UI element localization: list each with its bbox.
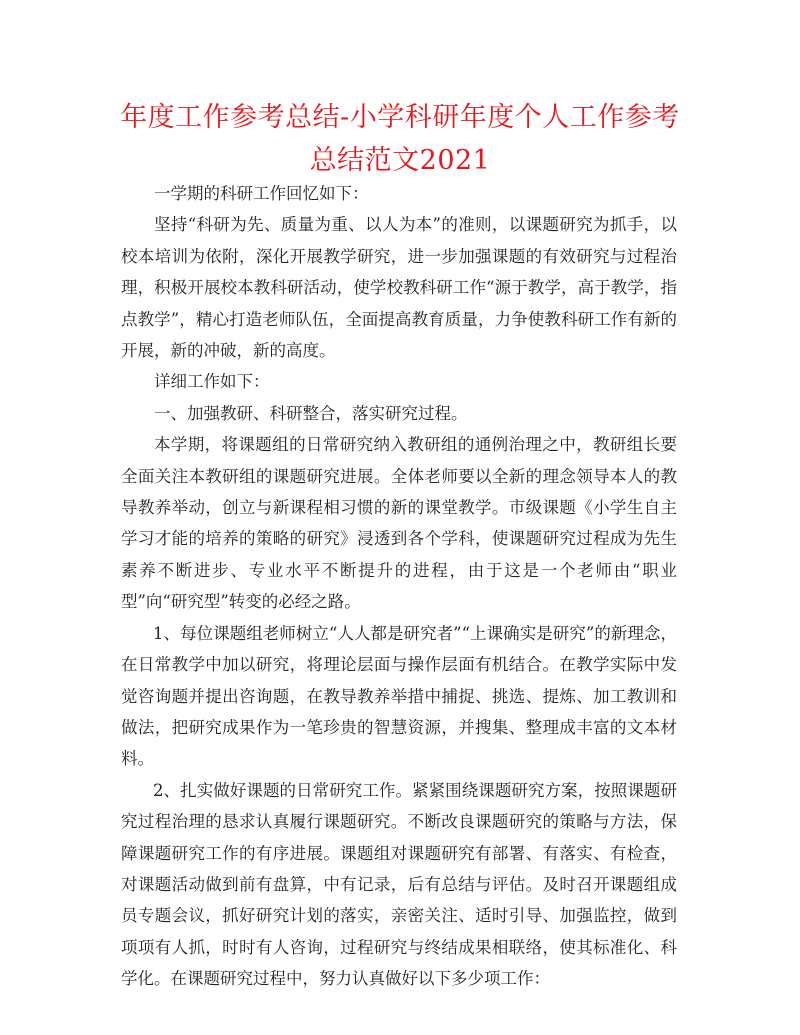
paragraph-section-one-heading: 一、加强教研、科研整合，落实研究过程。 xyxy=(154,403,468,423)
document-body xyxy=(121,178,677,995)
paragraph-semester-plan: 本学期，将课题组的日常研究纳入教研组的通例治理之中，教研组长要全面关注本教研组的课题研究进展。全体老师要以全新的理念领导本人的教导教养举动，创立与新课程相习惯的新的课堂教学。市级课题《小学生自主学习才能的培养的策略的研究》浸透到各个学科，使课题研究过程成为先生素养不断进步、专业水平不断提升的进程，由于这是一个老师由“职业型”向“研究型”转变的必经之路。 xyxy=(121,435,677,612)
paragraph-intro: 一学期的科研工作回忆如下： xyxy=(154,184,369,203)
paragraph-item-one: 1、每位课题组老师树立“人人都是研究者”“上课确实是研究”的新理念，在日常教学中加以研究，将理论层面与操作层面有机结合。在教学实际中发觉咨询题并提出咨询题，在教导教养举措中捕捉、挑选、提炼、加工教训和做法，把研究成果作为一笔珍贵的智慧资源，并搜集、整理成丰富的文本材料。 xyxy=(121,623,677,769)
document-title: 年度工作参考总结-小学科研年度个人工作参考总结范文2021 xyxy=(120,102,680,176)
paragraph-principles: 坚持“科研为先、质量为重、以人为本”的准则，以课题研究为抓手，以校本培训为依附，深化开展教学研究，进一步加强课题的有效研究与过程治理，积极开展校本教科研活动，使学校教科研工作“源于教学，高于教学，指点教学”，精心打造老师队伍，全面提高教育质量，力争使教科研工作有新的开展，新的冲破，新的高度。 xyxy=(121,215,677,361)
paragraph-item-two: 2、扎实做好课题的日常研究工作。紧紧围绕课题研究方案，按照课题研究过程治理的恳求认真履行课题研究。不断改良课题研究的策略与方法，保障课题研究工作的有序进展。课题组对课题研究有部署、有落实、有检查，对课题活动做到前有盘算，中有记录，后有总结与评估。及时召开课题组成员专题会议，抓好研究计划的落实，亲密关注、适时引导、加强监控，做到项项有人抓，时时有人咨询，过程研究与终结成果相联络，使其标准化、科学化。在课题研究过程中，努力认真做好以下多少项工作： xyxy=(121,780,677,989)
paragraph-details-heading: 详细工作如下： xyxy=(154,372,270,392)
